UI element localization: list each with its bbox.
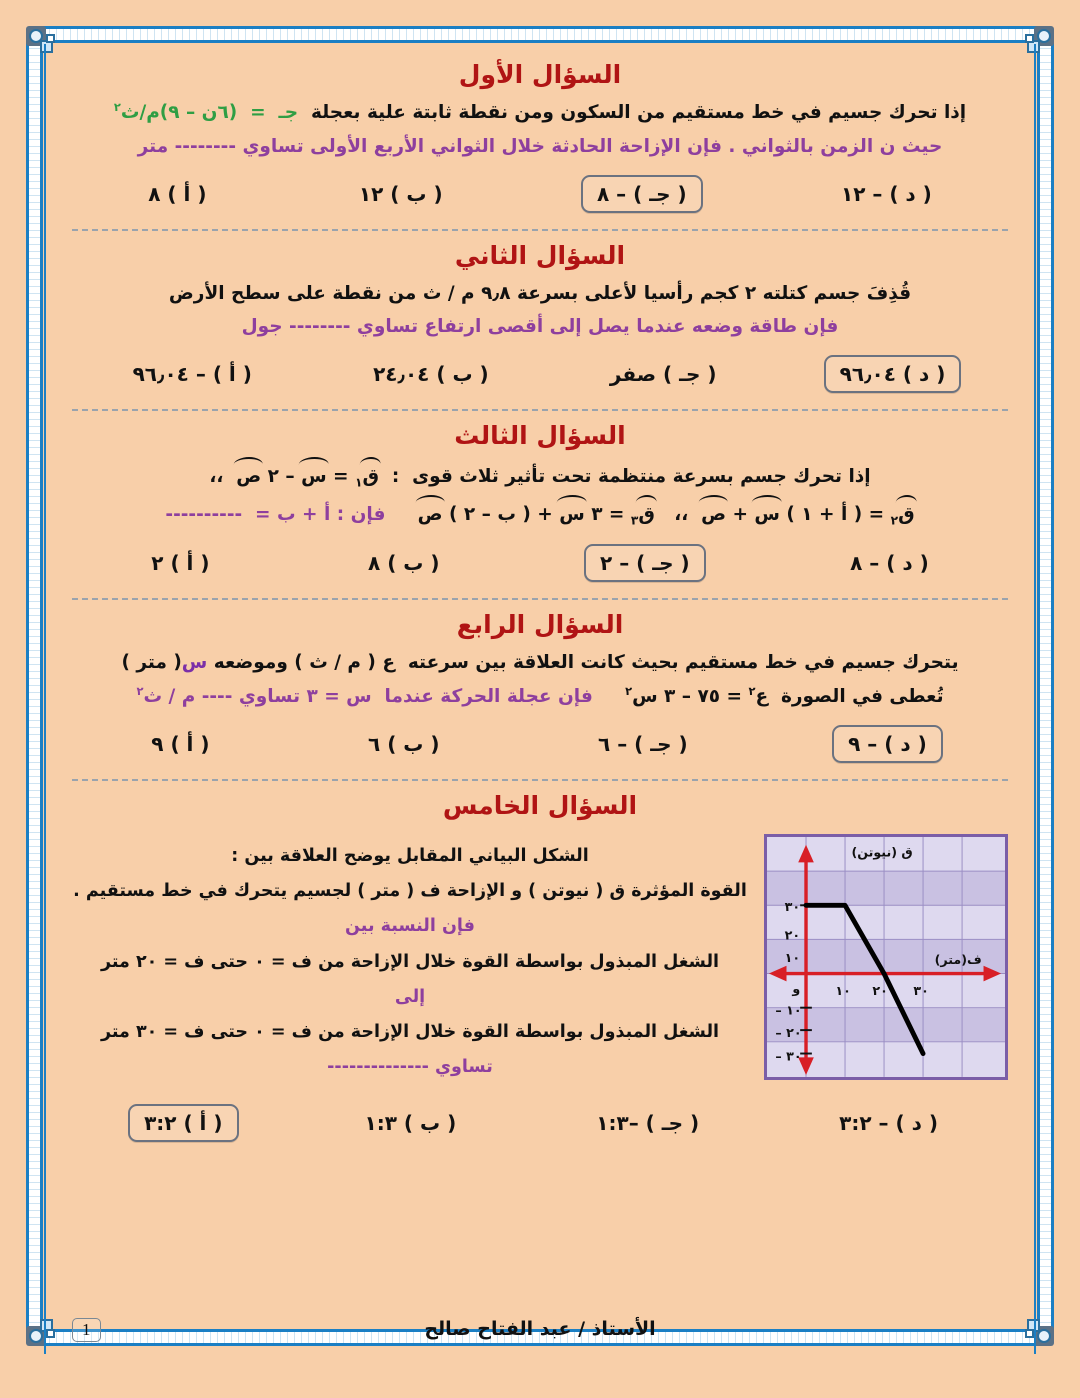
question-4-line-2: تُعطى في الصورة ع$^٢$ = ٧٥ – ٣ س$^٢$ فإن عجلة الحركة عندما س = ٣ تساوي ---- م / ث$^٢$ bbox=[136, 683, 944, 708]
option-2-d[interactable]: ( د ) ٩٦٫٠٤ bbox=[824, 355, 962, 393]
option-1-b[interactable]: ( ب ) ١٢ bbox=[358, 181, 443, 206]
option-3-a[interactable]: ( أ ) ٢ bbox=[151, 551, 210, 576]
option-5-a[interactable]: ( أ ) ٣:٢ bbox=[128, 1104, 238, 1142]
question-5-line-3: فإن النسبة بين bbox=[345, 916, 475, 937]
frame-corner-bottom-right-icon bbox=[1024, 1316, 1054, 1346]
vector-q1: ق bbox=[362, 460, 379, 491]
question-block-4 bbox=[72, 602, 1008, 775]
option-1-d[interactable]: ( د ) – ١٢ bbox=[840, 181, 932, 206]
question-2-options bbox=[72, 355, 1008, 393]
question-4-title: السؤال الرابع bbox=[456, 610, 624, 640]
question-5-text-column bbox=[72, 830, 748, 1090]
question-divider-1 bbox=[72, 229, 1008, 231]
question-2-line-1: قُذِفَ جسم كتلته ٢ كجم رأسيا لأعلى بسرعة ٩٫٨ م / ث من نقطة على سطح الأرض bbox=[168, 282, 912, 304]
option-5-c[interactable]: ( جـ ) –١:٣ bbox=[596, 1110, 700, 1135]
vector-s: س bbox=[301, 460, 327, 491]
question-block-5 bbox=[72, 783, 1008, 1154]
chart-y-tick-neg30: ٣٠ – bbox=[775, 1048, 802, 1064]
footer-author: الأستاذ / عبد الفتاح صالح bbox=[424, 1318, 656, 1340]
chart-y-axis-label: ق (نيوتن) bbox=[851, 844, 913, 860]
question-5-line-2: القوة المؤثرة ق ( نيوتن ) و الإزاحة ف ( متر ) لجسيم يتحرك في خط مستقيم . bbox=[73, 881, 747, 902]
frame-bar-right bbox=[1037, 40, 1054, 1332]
option-3-d[interactable]: ( د ) – ٨ bbox=[850, 551, 929, 576]
question-block-1 bbox=[72, 52, 1008, 225]
question-divider-3 bbox=[72, 598, 1008, 600]
question-3-title: السؤال الثالث bbox=[454, 421, 626, 451]
frame-bar-left bbox=[26, 40, 43, 1332]
question-1-options bbox=[72, 175, 1008, 213]
question-3-stem-text: إذا تحرك جسم بسرعة منتظمة تحت تأثير ثلاث قوى : bbox=[379, 466, 871, 488]
question-block-2 bbox=[72, 233, 1008, 406]
frame-bar-top bbox=[40, 26, 1040, 43]
frame-corner-top-left-icon bbox=[26, 26, 56, 56]
option-3-b[interactable]: ( ب ) ٨ bbox=[368, 551, 440, 576]
chart-y-tick-30: ٣٠ bbox=[784, 898, 801, 914]
question-divider-4 bbox=[72, 779, 1008, 781]
question-2-title: السؤال الثاني bbox=[454, 240, 626, 270]
question-3-tail: فإن : أ + ب = ---------- bbox=[165, 504, 386, 526]
vector-sad: ص bbox=[236, 460, 261, 491]
chart-y-tick-neg10: ١٠ – bbox=[775, 1002, 802, 1018]
vector-q2: ق bbox=[898, 498, 915, 529]
question-4-options bbox=[72, 725, 1008, 763]
frame-corner-top-right-icon bbox=[1024, 26, 1054, 56]
page-number: 1 bbox=[72, 1318, 101, 1342]
question-1-stem-text: إذا تحرك جسيم في خط مستقيم من السكون ومن نقطة ثابتة علية بعجلة bbox=[298, 102, 967, 124]
chart-y-tick-20: ٢٠ bbox=[784, 927, 801, 943]
question-2-line-2: فإن طاقة وضعه عندما يصل إلى أقصى ارتفاع تساوي -------- جول bbox=[241, 316, 839, 338]
option-5-b[interactable]: ( ب ) ١:٣ bbox=[364, 1110, 457, 1135]
vector-q3: ق bbox=[638, 498, 655, 529]
chart-x-tick-30: ٣٠ bbox=[913, 982, 929, 998]
question-5-line-4: الشغل المبذول بواسطة القوة خلال الإزاحة من ف = ٠ حتى ف = ٢٠ متر bbox=[100, 951, 720, 972]
chart-y-tick-10: ١٠ bbox=[784, 949, 801, 965]
question-divider-2 bbox=[72, 409, 1008, 411]
option-4-b[interactable]: ( ب ) ٦ bbox=[368, 731, 440, 756]
question-5-line-7: تساوي -------------- bbox=[327, 1057, 493, 1078]
option-4-d[interactable]: ( د ) – ٩ bbox=[832, 725, 943, 763]
page-footer bbox=[72, 1318, 1008, 1340]
option-4-a[interactable]: ( أ ) ٩ bbox=[151, 731, 210, 756]
question-1-title: السؤال الأول bbox=[458, 60, 622, 89]
option-4-c[interactable]: ( جـ ) – ٦ bbox=[598, 731, 688, 756]
chart-origin-label: و bbox=[792, 980, 801, 996]
question-5-title: السؤال الخامس bbox=[442, 790, 638, 820]
question-3-line-1: إذا تحرك جسم بسرعة منتظمة تحت تأثير ثلاث قوى : ق$_١$ = س – ٢ ص ،، bbox=[72, 460, 1008, 492]
question-5-options bbox=[72, 1104, 1008, 1142]
chart-x-tick-10: ١٠ bbox=[835, 982, 851, 998]
chart-x-tick-20: ٢٠ bbox=[872, 982, 888, 998]
option-3-c[interactable]: ( جـ ) – ٢ bbox=[584, 544, 706, 582]
question-3-options bbox=[72, 544, 1008, 582]
question-5-line-5: إلى bbox=[394, 986, 426, 1007]
question-block-3 bbox=[72, 413, 1008, 594]
force-displacement-chart bbox=[764, 834, 1008, 1080]
question-5-graph-column bbox=[758, 830, 1008, 1080]
option-2-b[interactable]: ( ب ) ٢٤٫٠٤ bbox=[373, 362, 489, 387]
chart-y-tick-neg20: ٢٠ – bbox=[775, 1024, 802, 1040]
chart-svg bbox=[767, 837, 1005, 1077]
question-4-tail: فإن عجلة الحركة عندما س = ٣ تساوي ---- م / ث$^٢$ bbox=[136, 683, 593, 708]
question-3-line-2: ق$_٢$ = ( أ + ١ ) س + ص ،، ق$_٣$ = ٣ س + ( ب – ٢ ) ص فإن : أ + ب = ---------- bbox=[72, 498, 1008, 530]
option-1-c[interactable]: ( جـ ) – ٨ bbox=[581, 175, 703, 213]
question-5-line-6: الشغل المبذول بواسطة القوة خلال الإزاحة من ف = ٠ حتى ف = ٣٠ متر bbox=[100, 1022, 720, 1043]
question-5-line-1: الشكل البياني المقابل يوضح العلاقة بين : bbox=[231, 845, 589, 866]
question-1-line-1 bbox=[72, 99, 1008, 127]
option-1-a[interactable]: ( أ ) ٨ bbox=[148, 181, 207, 206]
exam-page-content bbox=[72, 52, 1008, 1314]
option-2-a[interactable]: ( أ ) – ٩٦٫٠٤ bbox=[132, 362, 252, 387]
question-4-line-1: يتحرك جسيم في خط مستقيم بحيث كانت العلاقة بين سرعته ع ( م / ث ) وموضعه س( متر ) bbox=[121, 652, 959, 674]
frame-corner-bottom-left-icon bbox=[26, 1316, 56, 1346]
question-1-formula: جـ = (٦ن – ٩)م/ث$^٢$ bbox=[113, 100, 299, 124]
option-5-d[interactable]: ( د ) – ٣:٢ bbox=[839, 1110, 938, 1135]
chart-x-axis-label: ف(متر) bbox=[934, 951, 982, 967]
question-1-line-2: حيث ن الزمن بالثواني . فإن الإزاحة الحادثة خلال الثواني الأربع الأولى تساوي -------- متر bbox=[137, 135, 943, 157]
option-2-c[interactable]: ( جـ ) صفر bbox=[609, 362, 717, 387]
